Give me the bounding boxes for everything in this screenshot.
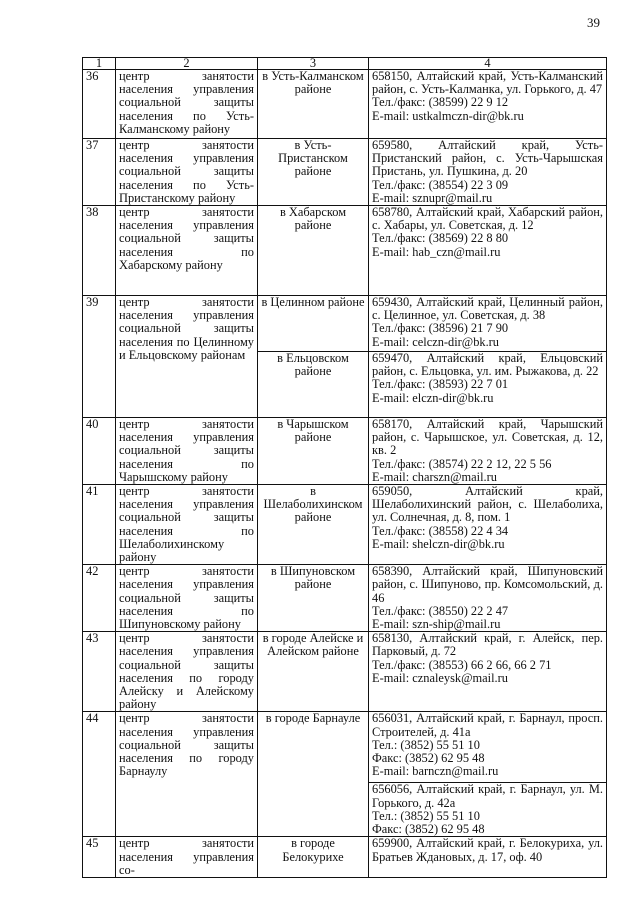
table-row: [83, 139, 607, 206]
column-header: 4: [369, 58, 607, 70]
email: E-mail: szn-ship@mail.ru: [372, 617, 501, 632]
phone: Тел.: (3852) 55 51 10: [372, 808, 480, 823]
email: E-mail: celczn-dir@bk.ru: [372, 334, 500, 349]
row-number: 44: [83, 712, 116, 837]
address: 658130, Алтайский край, г. Алейск, пер. Парковый, д. 72: [372, 631, 603, 659]
center-name: центр занятости населения управления социальной защиты населения по Усть-Пристанскому району: [116, 139, 258, 206]
email: E-mail: sznupr@mail.ru: [372, 190, 493, 205]
table-row: [83, 565, 607, 632]
row-number: 42: [83, 565, 116, 632]
district-name: в Хабарском районе: [258, 206, 369, 296]
column-header: 2: [116, 58, 258, 70]
email: E-mail: elczn-dir@bk.ru: [372, 390, 494, 405]
district-name: в городе Барнауле: [258, 712, 369, 837]
center-name: центр занятости населения управления социальной защиты населения по Целинному и Ельцовскому районам: [116, 296, 258, 418]
fax: Факс: (3852) 62 95 48: [372, 751, 485, 766]
table-row: [83, 712, 607, 783]
district-name: в Чарышском районе: [258, 418, 369, 485]
contact-info: [369, 70, 607, 139]
phone-fax: Тел./факс: (38553) 66 2 66, 66 2 71: [372, 657, 552, 672]
table-row: [83, 632, 607, 712]
phone-fax: Тел./факс: (38550) 22 2 47: [372, 603, 509, 618]
contact-info: [369, 296, 607, 352]
phone-fax: Тел./факс: (38569) 22 8 80: [372, 231, 509, 246]
row-number: 38: [83, 206, 116, 296]
center-name: центр занятости населения управления социальной защиты населения по Хабарскому району: [116, 206, 258, 296]
address: 658780, Алтайский край, Хабарский район, с. Хабары, ул. Советская, д. 12: [372, 205, 603, 233]
employment-centers-table: [82, 57, 607, 878]
email: E-mail: shelczn-dir@bk.ru: [372, 536, 505, 551]
contact-info: [369, 712, 607, 783]
phone-fax: Тел./факс: (38596) 21 7 90: [372, 321, 509, 336]
email: E-mail: ustkalmczn-dir@bk.ru: [372, 108, 524, 123]
district-name: в Ельцовском районе: [258, 352, 369, 418]
phone-fax: Тел./факс: (38574) 22 2 12, 22 5 56: [372, 456, 552, 471]
phone-fax: Тел./факс: (38593) 22 7 01: [372, 377, 509, 392]
address: 658390, Алтайский край, Шипуновский район, с. Шипуново, пр. Комсомольский, д. 46: [372, 564, 603, 605]
email: E-mail: hab_czn@mail.ru: [372, 244, 501, 259]
contact-info: [369, 783, 607, 837]
row-number: 40: [83, 418, 116, 485]
table-row: [83, 206, 607, 296]
center-name: центр занятости населения управления социальной защиты населения по Шипуновскому району: [116, 565, 258, 632]
table-row: [83, 485, 607, 565]
center-name: центр занятости населения управления социальной защиты населения по городу Барнаулу: [116, 712, 258, 837]
center-name: центр занятости населения управления социальной защиты населения по Чарышскому району: [116, 418, 258, 485]
address: 659580, Алтайский край, Усть-Пристанский район, с. Усть-Чарышская Пристань, ул. Пушкина, д. 20: [372, 138, 603, 179]
contact-info: [369, 352, 607, 418]
contact-info: [369, 485, 607, 565]
row-number: 41: [83, 485, 116, 565]
table-header-row: [83, 58, 607, 70]
center-name: центр занятости населения управления со-: [116, 837, 258, 878]
column-header: 3: [258, 58, 369, 70]
email: E-mail: charszn@mail.ru: [372, 469, 497, 484]
table-row: [83, 70, 607, 139]
email: E-mail: cznaleysk@mail.ru: [372, 670, 508, 685]
address: 658170, Алтайский край, Чарышский район, с. Чарышское, ул. Советская, д. 12, кв. 2: [372, 417, 603, 458]
district-name: в городе Алейске и Алейском районе: [258, 632, 369, 712]
row-number: 45: [83, 837, 116, 878]
row-number: 43: [83, 632, 116, 712]
district-name: в Шипуновском районе: [258, 565, 369, 632]
center-name: центр занятости населения управления социальной защиты населения по городу Алейску и Алейскому району: [116, 632, 258, 712]
phone-fax: Тел./факс: (38558) 22 4 34: [372, 523, 509, 538]
row-number: 36: [83, 70, 116, 139]
page-number: 39: [587, 15, 600, 30]
address: 659470, Алтайский край, Ельцовский район, с. Ельцовка, ул. им. Рыжакова, д. 22: [372, 351, 603, 379]
address: 659900, Алтайский край, г. Белокуриха, ул. Братьев Ждановых, д. 17, оф. 40: [372, 836, 603, 864]
contact-info: [369, 565, 607, 632]
address: 659430, Алтайский край, Целинный район, с. Целинное, ул. Советская, д. 38: [372, 295, 603, 323]
district-name: в городе Белокурихе: [258, 837, 369, 878]
contact-info: [369, 418, 607, 485]
row-number: 37: [83, 139, 116, 206]
contact-info: [369, 139, 607, 206]
center-name: центр занятости населения управления социальной защиты населения по Усть-Калманскому району: [116, 70, 258, 139]
contact-info: [369, 206, 607, 296]
district-name: в Усть-Калманском районе: [258, 70, 369, 139]
row-number: 39: [83, 296, 116, 418]
center-name: центр занятости населения управления социальной защиты населения по Шелаболихинскому району: [116, 485, 258, 565]
district-name: в Усть-Пристанском районе: [258, 139, 369, 206]
fax: Факс: (3852) 62 95 48: [372, 822, 485, 837]
address: 658150, Алтайский край, Усть-Калманский район, с. Усть-Калманка, ул. Горького, д. 47: [372, 69, 603, 97]
address: 659050, Алтайский край, Шелаболихинский район, с. Шелаболиха, ул. Солнечная, д. 8, пом. 1: [372, 484, 603, 525]
phone-fax: Тел./факс: (38599) 22 9 12: [372, 95, 509, 110]
contact-info: [369, 632, 607, 712]
column-header: 1: [83, 58, 116, 70]
contact-info: [369, 837, 607, 878]
district-name: в Целинном районе: [258, 296, 369, 352]
table-row: [83, 837, 607, 878]
district-name: в Шелаболихинском районе: [258, 485, 369, 565]
table-row: [83, 418, 607, 485]
address: 656031, Алтайский край, г. Барнаул, просп. Строителей, д. 41а: [372, 711, 603, 739]
address: 656056, Алтайский край, г. Барнаул, ул. М. Горького, д. 42а: [372, 782, 603, 810]
email: E-mail: barnczn@mail.ru: [372, 764, 499, 779]
phone: Тел.: (3852) 55 51 10: [372, 737, 480, 752]
phone-fax: Тел./факс: (38554) 22 3 09: [372, 177, 509, 192]
table-row: [83, 296, 607, 352]
